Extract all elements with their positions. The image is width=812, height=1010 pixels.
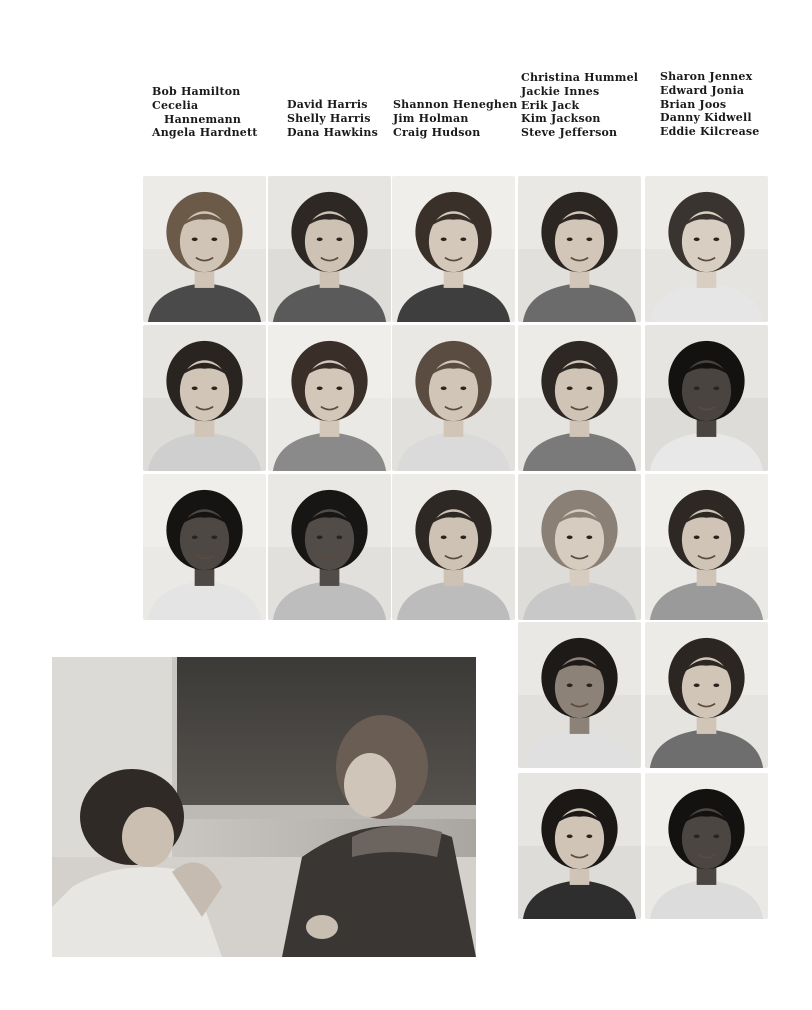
student-name: Christina Hummel [521,71,639,84]
student-name: Hannemann [164,112,242,126]
student-portrait [268,325,391,471]
student-portrait [645,474,768,620]
student-name: Shannon Heneghen [393,98,518,111]
student-name: Eddie Kilcrease [660,125,760,139]
student-portrait [268,474,391,620]
student-portrait [645,773,768,919]
student-portrait [143,474,266,620]
student-portrait [518,325,641,471]
student-name: Sharon Jennex [660,70,753,83]
name-column-5 [660,70,760,139]
student-portrait [645,622,768,768]
student-name: Steve Jefferson [521,126,618,140]
student-name: David Harris [287,98,368,111]
student-name: Brian Joos [660,97,727,111]
student-portrait [392,176,515,322]
name-column-2 [287,98,378,139]
student-name: Craig Hudson [393,125,481,139]
student-name: Dana Hawkins [287,125,379,139]
student-name: Edward Jonia [660,83,745,97]
student-name: Erik Jack [521,98,580,112]
student-portrait [143,325,266,471]
student-portrait [518,622,641,768]
student-name: Bob Hamilton [152,85,241,98]
name-column-3 [393,98,518,139]
name-column-4 [521,71,638,140]
candid-classroom-photo [52,657,476,957]
student-name: Jim Holman [393,111,469,125]
student-name: Cecelia [152,98,199,112]
student-portrait [518,474,641,620]
student-portrait [518,176,641,322]
student-portrait [268,176,391,322]
student-portrait [645,176,768,322]
student-name: Shelly Harris [287,111,371,125]
student-name: Angela Hardnett [152,126,258,140]
student-portrait [645,325,768,471]
name-column-1 [152,85,258,140]
student-name: Jackie Innes [521,84,600,98]
student-portrait [518,773,641,919]
student-portrait [392,325,515,471]
student-name: Kim Jackson [521,112,601,126]
student-portrait [392,474,515,620]
student-portrait [143,176,266,322]
student-name: Danny Kidwell [660,111,752,125]
